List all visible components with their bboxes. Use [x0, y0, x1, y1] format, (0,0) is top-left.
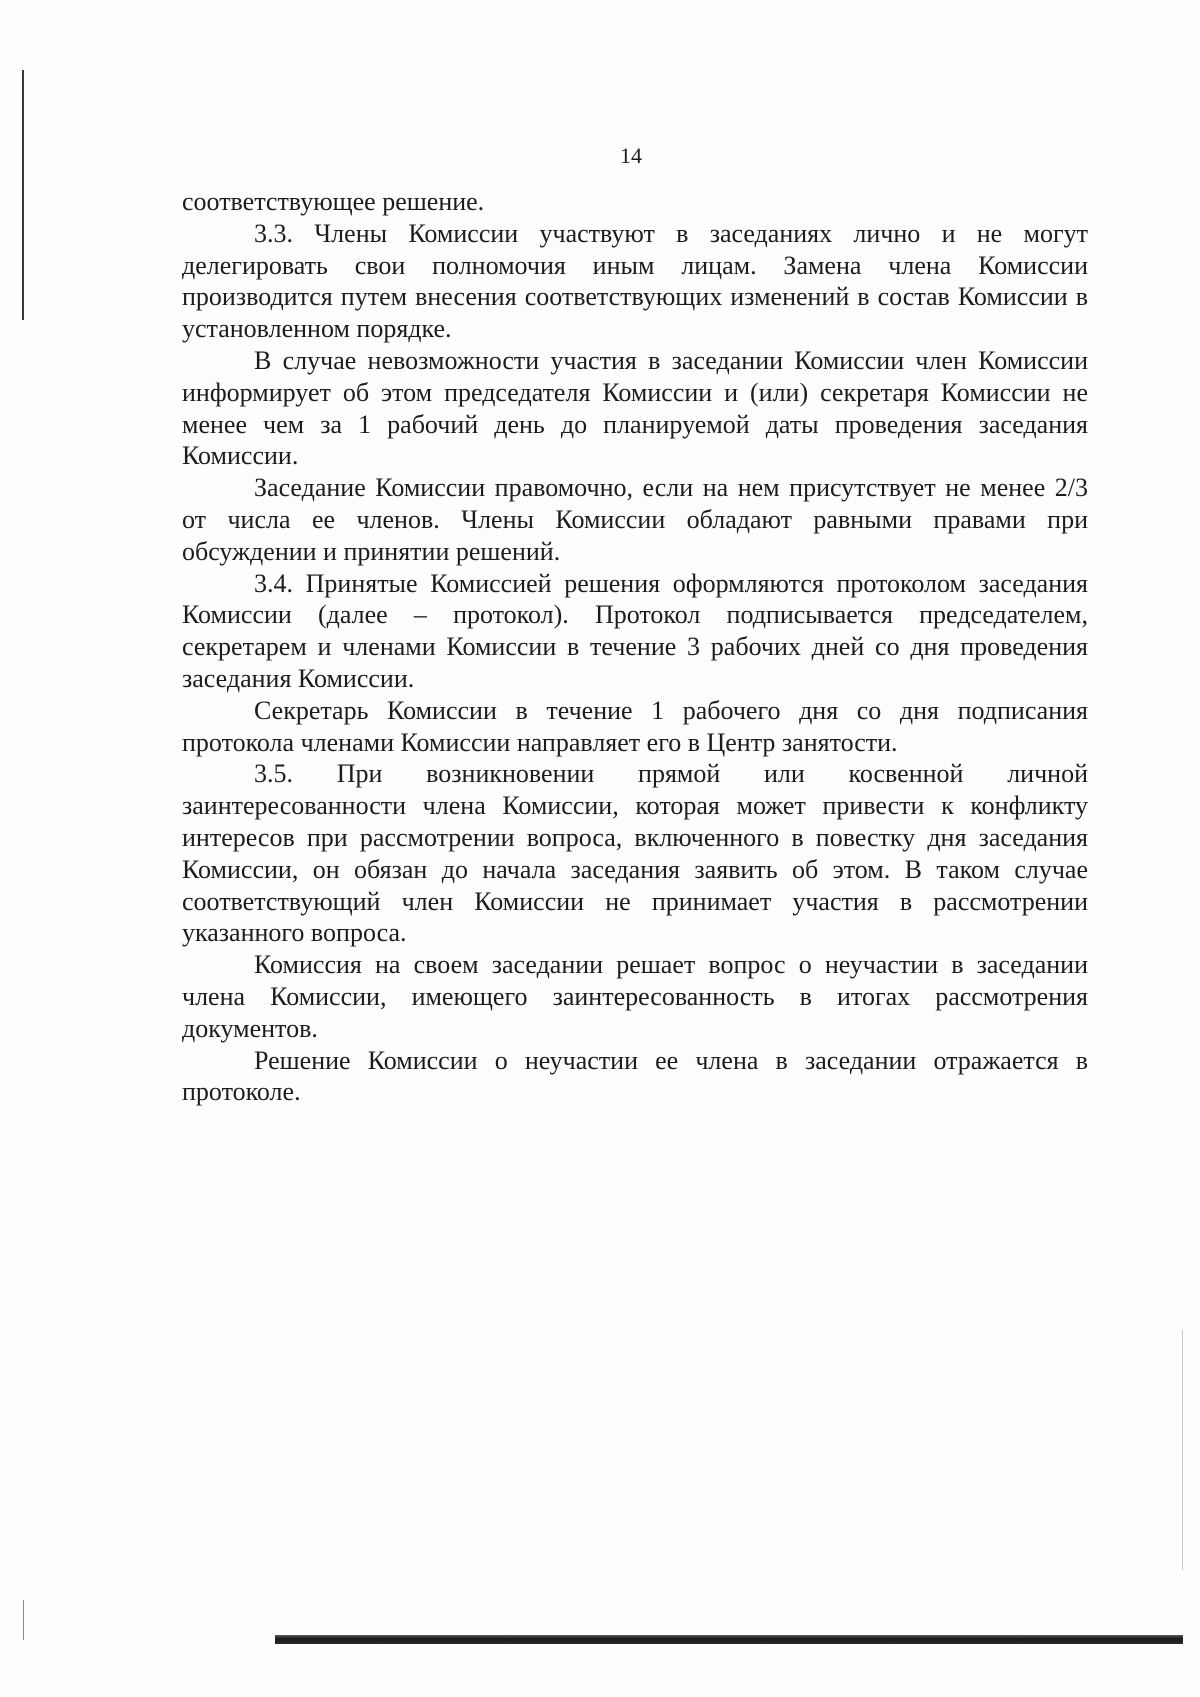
paragraph-continuation: соответствующее решение.	[182, 187, 485, 216]
paragraph-3-3: 3.3. Члены Комиссии участвуют в заседаниях лично и не могут делегировать свои полномочия иным лицам. Замена члена Комиссии производится путем внесения соответствующих изменений в состав Комиссии в установленном порядке.	[182, 218, 1088, 344]
page-number: 14	[620, 143, 642, 168]
scan-edge-left-line	[22, 70, 24, 320]
paragraph-3-4: 3.4. Принятые Комиссией решения оформляются протоколом заседания Комиссии (далее – протокол). Протокол подписывается председателем, секретарем и членами Комиссии в течение 3 рабочих дней со дня проведения заседания Комиссии.	[182, 568, 1088, 693]
paragraph-quorum: Заседание Комиссии правомочно, если на нем присутствует не менее 2/3 от числа ее членов. Члены Комиссии обладают равными правами при обсуждении и принятии решений.	[182, 473, 1088, 566]
paragraph-absence-notice: В случае невозможности участия в заседании Комиссии член Комиссии информирует об этом председателя Комиссии и (или) секретаря Комиссии не менее чем за 1 рабочий день до планируемой даты проведения заседания Комиссии.	[182, 345, 1088, 471]
scan-edge-left-faint-line	[23, 1600, 24, 1640]
scan-edge-right-line	[1182, 1330, 1183, 1570]
scan-bottom-bar	[275, 1635, 1183, 1644]
paragraph-non-participation-decision: Комиссия на своем заседании решает вопрос о неучастии в заседании члена Комиссии, имеющего заинтересованность в итогах рассмотрения документов.	[182, 950, 1088, 1043]
document-body	[182, 186, 1088, 1108]
paragraph-protocol-record: Решение Комиссии о неучастии ее члена в заседании отражается в протоколе.	[182, 1045, 1088, 1107]
paragraph-protocol-sending: Секретарь Комиссии в течение 1 рабочего дня со дня подписания протокола членами Комиссии направляет его в Центр занятости.	[182, 695, 1088, 757]
paragraph-3-5: 3.5. При возникновении прямой или косвенной личной заинтересованности члена Комиссии, которая может привести к конфликту интересов при рассмотрении вопроса, включенного в повестку дня заседания Комиссии, он обязан до начала заседания заявить об этом. В таком случае соответствующий член Комиссии не принимает участия в рассмотрении указанного вопроса.	[182, 759, 1088, 948]
